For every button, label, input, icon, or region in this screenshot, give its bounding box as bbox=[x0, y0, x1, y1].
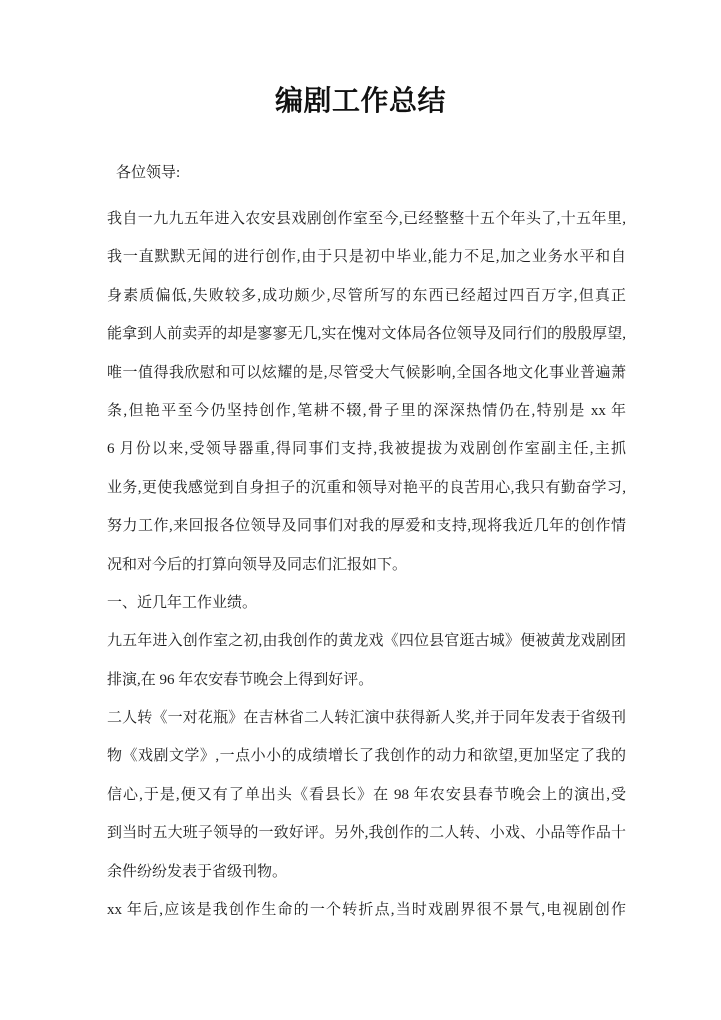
document-line: xx 年后,应该是我创作生命的一个转折点,当时戏剧界很不景气,电视剧创作 bbox=[107, 902, 626, 919]
document-line: 条,但艳平至今仍坚持创作,笔耕不辍,骨子里的深深热情仍在,特别是 xx 年 bbox=[107, 402, 626, 419]
document-line: 努力工作,来回报各位领导及同事们对我的厚爱和支持,现将我近几年的创作情 bbox=[107, 518, 626, 535]
document-line: 我自一九九五年进入农安县戏剧创作室至今,已经整整十五个年头了,十五年里, bbox=[107, 211, 626, 227]
document-line: 唯一值得我欣慰和可以炫耀的是,尽管受大气候影响,全国各地文化事业普遍萧 bbox=[107, 364, 626, 381]
document-line: 身素质偏低,失败较多,成功颇少,尽管所写的东西已经超过四百万字,但真正 bbox=[107, 287, 626, 304]
document-line: 九五年进入创作室之初,由我创作的黄龙戏《四位县官逛古城》便被黄龙戏剧团 bbox=[107, 633, 626, 650]
salutation-line: 各位领导: bbox=[116, 165, 181, 181]
document-line: 到当时五大班子领导的一致好评。另外,我创作的二人转、小戏、小品等作品十 bbox=[107, 825, 626, 842]
document-line: 能拿到人前卖弄的却是寥寥无几,实在愧对文体局各位领导及同行们的殷殷厚望, bbox=[107, 326, 626, 343]
document-line: 信心,于是,便又有了单出头《看县长》在 98 年农安县春节晚会上的演出,受 bbox=[107, 786, 626, 803]
document-title: 编剧工作总结 bbox=[274, 86, 446, 117]
document-line: 况和对今后的打算向领导及同志们汇报如下。 bbox=[107, 556, 408, 573]
document-line: 一、近几年工作业绩。 bbox=[107, 594, 258, 611]
document-line: 业务,更使我感觉到自身担子的沉重和领导对艳平的良苦用心,我只有勤奋学习, bbox=[107, 479, 626, 496]
document-line: 6 月份以来,受领导器重,得同事们支持,我被提拔为戏剧创作室副主任,主抓 bbox=[107, 441, 626, 458]
document-line: 排演,在 96 年农安春节晚会上得到好评。 bbox=[107, 671, 374, 688]
document-body bbox=[107, 200, 626, 929]
document-line: 物《戏剧文学》,一点小小的成绩增长了我创作的动力和欲望,更加坚定了我的 bbox=[107, 748, 626, 765]
document-line: 二人转《一对花瓶》在吉林省二人转汇演中获得新人奖,并于同年发表于省级刊 bbox=[107, 710, 626, 727]
document-line: 余件纷纷发表于省级刊物。 bbox=[107, 863, 288, 880]
document-line: 我一直默默无闻的进行创作,由于只是初中毕业,能力不足,加之业务水平和自 bbox=[107, 249, 626, 266]
